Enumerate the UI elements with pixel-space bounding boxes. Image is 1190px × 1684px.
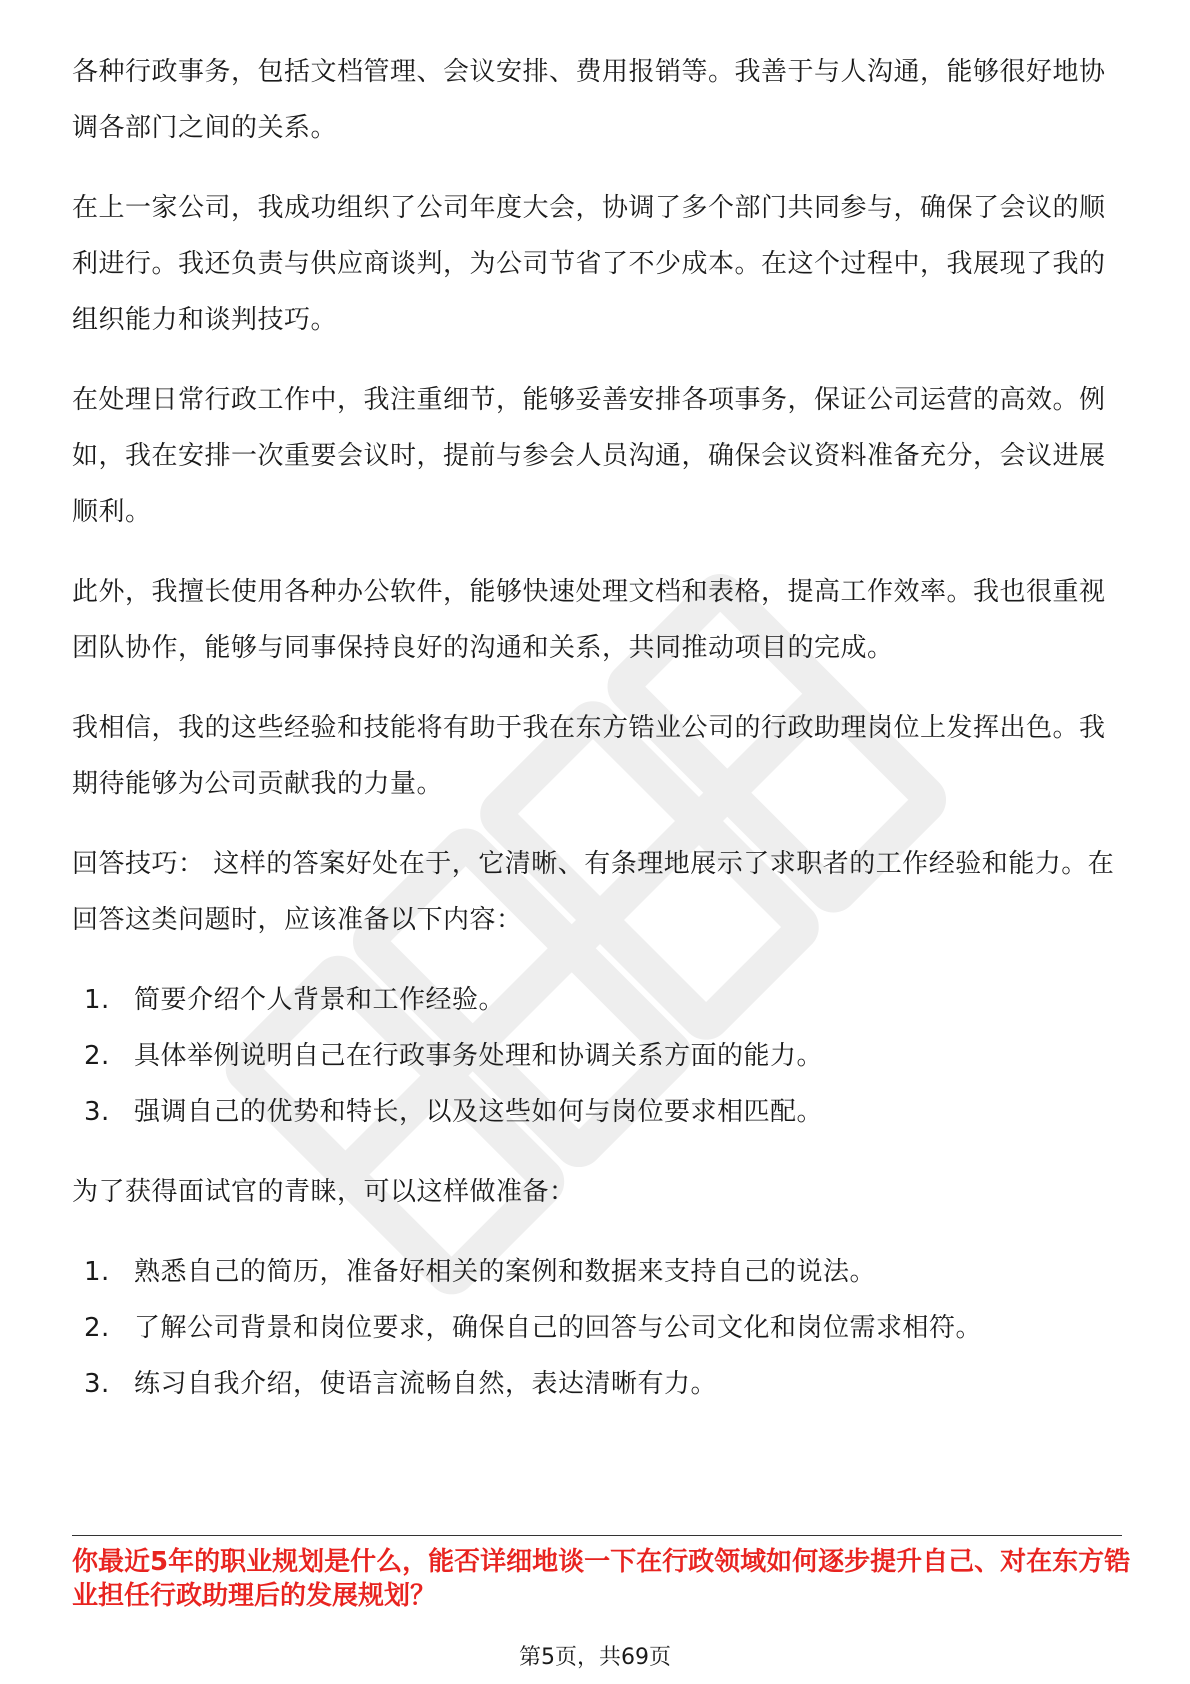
section-divider: [72, 1535, 1122, 1536]
list-item: [72, 1356, 1122, 1412]
paragraph-preparation-intro: 为了获得面试官的青睐，可以这样做准备：: [72, 1177, 576, 1207]
list-text: 强调自己的优势和特长，以及这些如何与岗位要求相匹配。: [134, 1097, 824, 1127]
page-number: 第5页，共69页: [519, 1645, 671, 1670]
paragraph-answer-tips: 回答技巧： 这样的答案好处在于，它清晰、有条理地展示了求职者的工作经验和能力。在回答这类问题时，应该准备以下内容：: [72, 849, 1115, 935]
list-text: 熟悉自己的简历，准备好相关的案例和数据来支持自己的说法。: [134, 1257, 877, 1287]
next-question-heading: 你最近5年的职业规划是什么，能否详细地谈一下在行政领域如何逐步提升自己、对在东方锆业担任行政助理后的发展规划？: [72, 1547, 1131, 1611]
list-item: [72, 1084, 1122, 1140]
list-text: 练习自我介绍，使语言流畅自然，表达清晰有力。: [134, 1369, 718, 1399]
list-number: 2.: [84, 1313, 110, 1343]
list-text: 了解公司背景和岗位要求，确保自己的回答与公司文化和岗位需求相符。: [134, 1313, 983, 1343]
list-item: [72, 972, 1122, 1028]
list-number: 3.: [84, 1097, 110, 1127]
answer-preparation-list: [72, 972, 1122, 1140]
paragraph-admin-tasks: 各种行政事务，包括文档管理、会议安排、费用报销等。我善于与人沟通，能够很好地协调各部门之间的关系。: [72, 57, 1106, 143]
list-number: 3.: [84, 1369, 110, 1399]
list-item: [72, 1300, 1122, 1356]
list-text: 具体举例说明自己在行政事务处理和协调关系方面的能力。: [134, 1041, 824, 1071]
paragraph-daily-work: 在处理日常行政工作中，我注重细节，能够妥善安排各项事务，保证公司运营的高效。例如，我在安排一次重要会议时，提前与参会人员沟通，确保会议资料准备充分，会议进展顺利。: [72, 385, 1106, 527]
list-number: 1.: [84, 1257, 110, 1287]
list-number: 1.: [84, 985, 110, 1015]
list-number: 2.: [84, 1041, 110, 1071]
article-body: [72, 44, 1122, 1436]
paragraph-conclusion: 我相信，我的这些经验和技能将有助于我在东方锆业公司的行政助理岗位上发挥出色。我期待能够为公司贡献我的力量。: [72, 713, 1106, 799]
list-text: 简要介绍个人背景和工作经验。: [134, 985, 506, 1015]
list-item: [72, 1244, 1122, 1300]
paragraph-office-software: 此外，我擅长使用各种办公软件，能够快速处理文档和表格，提高工作效率。我也很重视团队协作，能够与同事保持良好的沟通和关系，共同推动项目的完成。: [72, 577, 1106, 663]
interview-preparation-list: [72, 1244, 1122, 1412]
list-item: [72, 1028, 1122, 1084]
paragraph-previous-company: 在上一家公司，我成功组织了公司年度大会，协调了多个部门共同参与，确保了会议的顺利进行。我还负责与供应商谈判，为公司节省了不少成本。在这个过程中，我展现了我的组织能力和谈判技巧。: [72, 193, 1106, 335]
